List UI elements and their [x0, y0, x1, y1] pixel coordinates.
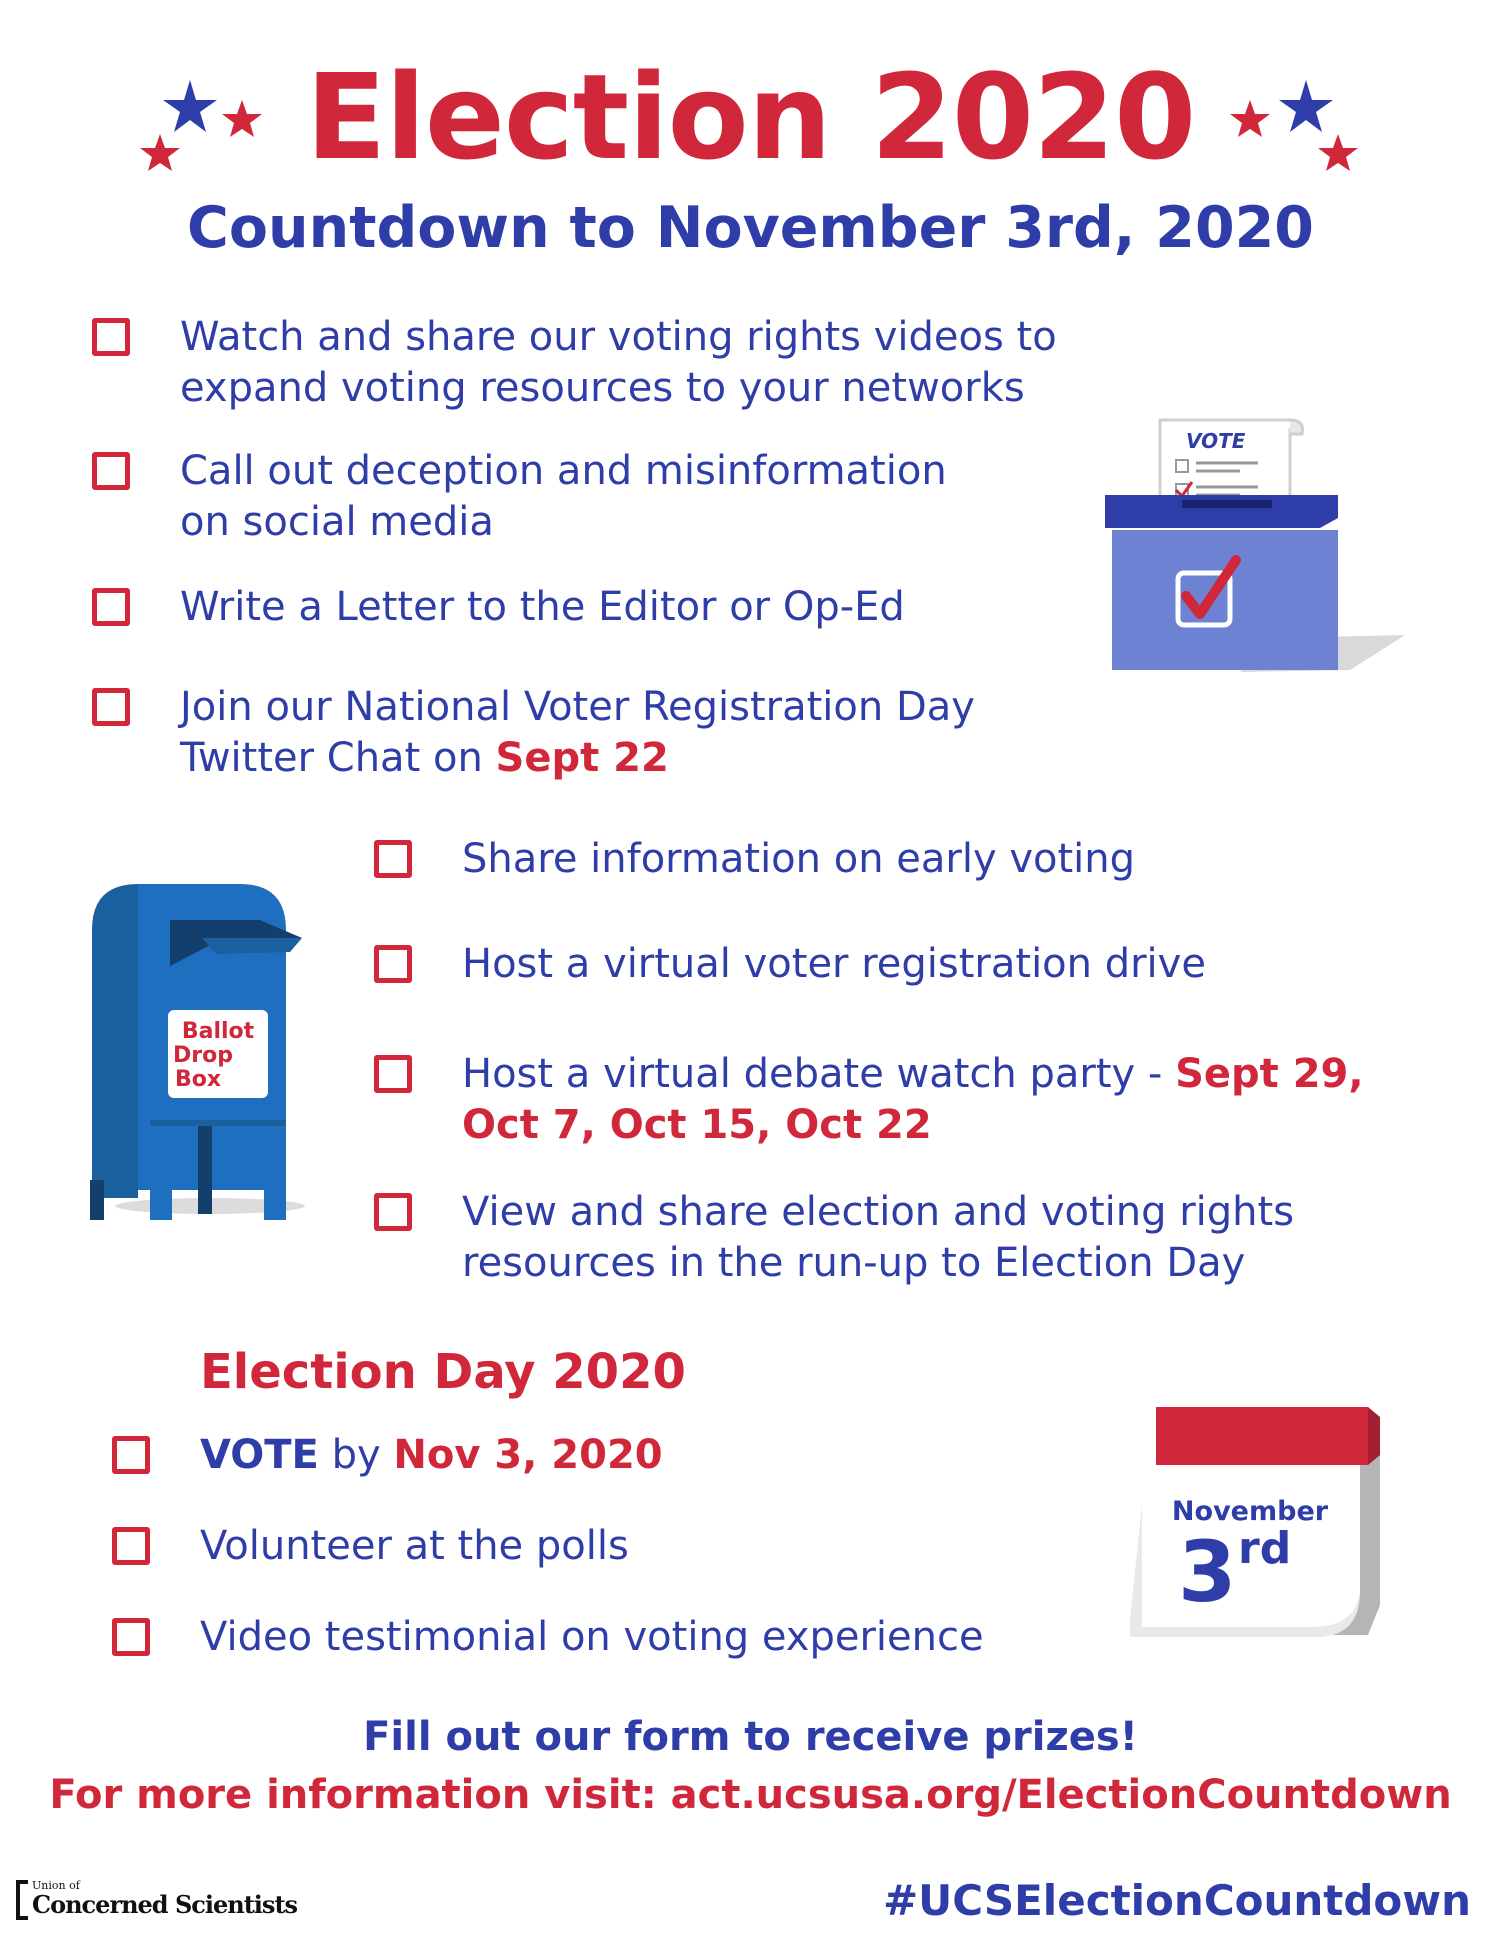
checkbox-share-resources[interactable] — [374, 1193, 412, 1231]
calendar-day: 3 — [1178, 1523, 1237, 1621]
logo-bracket-bottom — [16, 1916, 28, 1920]
date-highlight: Sept 22 — [495, 735, 669, 781]
calendar-day-suffix: rd — [1238, 1523, 1292, 1574]
item-text: Twitter Chat on — [180, 735, 496, 781]
list-item — [200, 1430, 663, 1481]
logo-bracket — [16, 1880, 20, 1920]
checkbox-debate-watch[interactable] — [374, 1055, 412, 1093]
item-text: expand voting resources to your networks — [180, 365, 1025, 411]
checkbox-registration-drive[interactable] — [374, 945, 412, 983]
item-text — [462, 1049, 1364, 1100]
checkbox-early-voting[interactable] — [374, 840, 412, 878]
date-highlight: Sept 29, — [1175, 1051, 1364, 1097]
checkbox-call-out[interactable] — [92, 452, 130, 490]
stars-left-icon — [138, 72, 278, 182]
page-subtitle: Countdown to November 3rd, 2020 — [187, 195, 1314, 261]
list-item — [462, 1187, 1294, 1289]
item-text: Write a Letter to the Editor or Op-Ed — [180, 584, 905, 630]
item-text: resources in the run-up to Election Day — [462, 1240, 1246, 1286]
item-text: Host a virtual debate watch party - — [462, 1051, 1176, 1097]
star-icon — [1279, 80, 1333, 132]
mailbox-label-line1: Ballot — [181, 1019, 255, 1044]
item-text: Join our National Voter Registration Day — [180, 684, 975, 730]
item-text: Watch and share our voting rights videos to — [180, 314, 1057, 360]
mailbox-icon — [90, 880, 320, 1220]
checkbox-watch-videos[interactable] — [92, 318, 130, 356]
page-title: Election 2020 — [305, 48, 1196, 186]
list-item: Host a virtual voter registration drive — [462, 941, 1206, 987]
ballot-box-icon — [1090, 410, 1420, 680]
mailbox-label-line3: Box — [174, 1067, 222, 1092]
calendar-month: November — [1171, 1496, 1329, 1527]
item-text: on social media — [180, 499, 494, 545]
vote-word: VOTE — [200, 1432, 319, 1478]
prizes-text: Fill out our form to receive prizes! — [363, 1714, 1138, 1760]
list-item — [180, 682, 975, 784]
list-item — [180, 582, 905, 633]
date-highlight: Nov 3, 2020 — [393, 1432, 663, 1478]
mailbox-label-line2: Drop — [173, 1043, 233, 1068]
info-link[interactable]: For more information visit: act.ucsusa.org/ElectionCountdown — [49, 1772, 1452, 1818]
checkbox-letter-editor[interactable] — [92, 588, 130, 626]
star-icon — [163, 80, 217, 132]
list-item: Volunteer at the polls — [200, 1523, 629, 1569]
list-item: Video testimonial on voting experience — [200, 1614, 984, 1660]
logo-bracket-top — [16, 1880, 28, 1884]
list-item — [462, 1049, 1364, 1151]
stars-right-icon — [1222, 72, 1362, 182]
date-highlight: Oct 7, Oct 15, Oct 22 — [462, 1102, 932, 1148]
star-icon — [1230, 100, 1270, 137]
checkbox-twitter-chat[interactable] — [92, 688, 130, 726]
item-text — [180, 733, 975, 784]
list-item — [180, 312, 1057, 414]
ballot-vote-label: VOTE — [1186, 429, 1246, 453]
star-icon — [1318, 134, 1358, 171]
calendar-icon — [1128, 1405, 1388, 1645]
star-icon — [222, 100, 262, 137]
item-text: Call out deception and misinformation — [180, 448, 947, 494]
checkbox-vote[interactable] — [112, 1436, 150, 1474]
list-item: Share information on early voting — [462, 836, 1136, 882]
list-item — [180, 446, 947, 548]
item-text: by — [318, 1432, 394, 1478]
star-icon — [140, 134, 180, 171]
item-text: View and share election and voting rights — [462, 1189, 1295, 1235]
logo-large-text: Concerned Scientists — [32, 1890, 298, 1919]
election-day-heading: Election Day 2020 — [200, 1344, 686, 1400]
hashtag: #UCSElectionCountdown — [882, 1876, 1471, 1925]
logo-small-text: Union of — [32, 1879, 80, 1892]
checkbox-video-testimonial[interactable] — [112, 1618, 150, 1656]
checkbox-volunteer[interactable] — [112, 1527, 150, 1565]
